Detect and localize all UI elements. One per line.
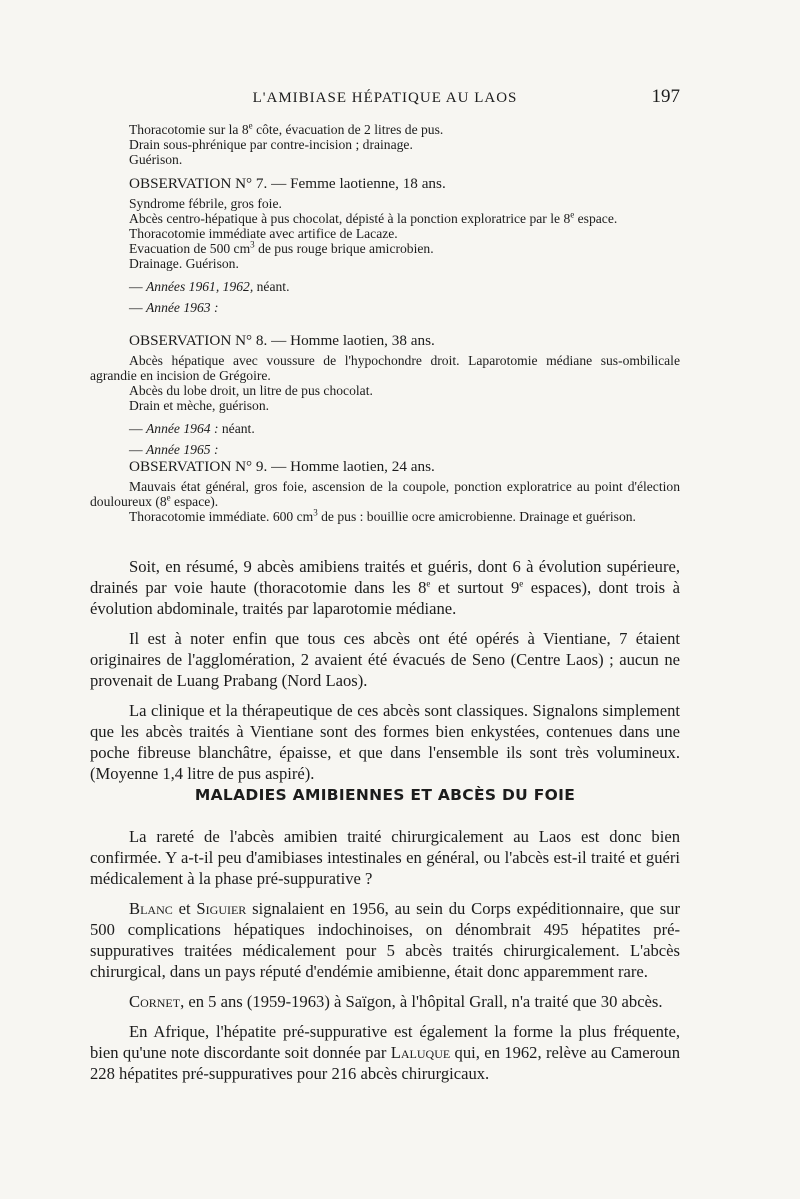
- author-name: Laluque: [390, 1043, 451, 1062]
- summary: [90, 556, 680, 784]
- paragraph: La rareté de l'abcès amibien traité chirurgicalement au Laos est donc bien confirmée. Y a-t-il peu d'amibiases intestinales en général, ou l'abcès est-il traité et guéri médicalement à la phase pré-suppurative ?: [90, 827, 680, 888]
- observation-title: OBSERVATION N° 7. — Femme laotienne, 18 ans.: [129, 175, 446, 192]
- text-line: Abcès centro-hépatique à pus chocolat, dépisté à la ponction exploratrice par le 8e espace.: [129, 209, 618, 226]
- observation-7: [90, 176, 680, 315]
- page-number: 197: [651, 86, 680, 107]
- observation-title: OBSERVATION N° 9. — Homme laotien, 24 ans.: [129, 458, 435, 475]
- paragraph: Cornet, en 5 ans (1959-1963) à Saïgon, à l'hôpital Grall, n'a traité que 30 abcès.: [129, 992, 663, 1011]
- author-name: Cornet: [129, 992, 181, 1011]
- paragraph: En Afrique, l'hépatite pré-suppurative est également la forme la plus fréquente, bien qu'une note discordante soit donnée par Laluque qui, en 1962, relève au Cameroun 228 hépatites pré-suppuratives pour 216 abcès chirurgicaux.: [90, 1022, 680, 1083]
- author-name: Blanc: [129, 899, 173, 918]
- year-line: — Année 1965 :: [129, 442, 219, 457]
- text-line: Abcès hépatique avec voussure de l'hypochondre droit. Laparotomie médiane sus-ombilicale agrandie en incision de Grégoire.: [90, 353, 680, 383]
- text-line: Evacuation de 500 $cm^3$ de pus rouge brique amicrobien.: [129, 239, 434, 256]
- text-line: Mauvais état général, gros foie, ascension de la coupole, ponction exploratrice au point d'élection douloureux (8e espace).: [90, 479, 680, 509]
- text-line: Thoracotomie immédiate avec artifice de Lacaze.: [129, 226, 398, 241]
- year-line: — Années 1961, 1962, néant.: [129, 279, 290, 294]
- text-line: Drain et mèche, guérison.: [129, 398, 270, 413]
- author-name: Siguier: [196, 899, 247, 918]
- text-line: Guérison.: [129, 152, 183, 167]
- observation-title: OBSERVATION N° 8. — Homme laotien, 38 ans.: [129, 332, 435, 349]
- year-line: — Année 1963 :: [129, 300, 219, 315]
- top-block: [90, 122, 680, 167]
- running-head: [90, 86, 680, 110]
- text-line: Thoracotomie sur la 8e côte, évacuation de 2 litres de pus.: [129, 120, 444, 137]
- text-line: Syndrome fébrile, gros foie.: [129, 196, 282, 211]
- text-line: Thoracotomie immédiate. 600 $cm^3$ de pus : bouillie ocre amicrobienne. Drainage et guérison.: [129, 507, 636, 524]
- observation-8: [90, 333, 680, 457]
- observation-9: [90, 459, 680, 524]
- year-line: — Année 1964 : néant.: [129, 421, 255, 436]
- text-line: Drainage. Guérison.: [129, 256, 239, 271]
- section-body: [90, 826, 680, 1084]
- running-title: L'AMIBIASE HÉPATIQUE AU LAOS: [252, 90, 518, 106]
- text-line: Abcès du lobe droit, un litre de pus chocolat.: [129, 383, 373, 398]
- paragraph: Soit, en résumé, 9 abcès amibiens traités et guéris, dont 6 à évolution supérieure, drainés par voie haute (thoracotomie dans les 8e et surtout 9e espaces), dont trois à évolution abdominale, traités par laparotomie médiane.: [90, 557, 681, 618]
- paragraph: Il est à noter enfin que tous ces abcès ont été opérés à Vientiane, 7 étaient originaires de l'agglomération, 2 avaient été évacués de Seno (Centre Laos) ; aucun ne provenait de Luang Prabang (Nord Laos).: [90, 629, 680, 690]
- paragraph: Blanc et Siguier signalaient en 1956, au sein du Corps expéditionnaire, que sur 500 complications hépatiques indochinoises, on dénombrait 495 hépatites pré-suppuratives traitées médicalement pour 5 abcès traités chirurgicalement. L'abcès chirurgical, dans un pays réputé d'endémie amibienne, était donc apparemment rare.: [90, 899, 680, 981]
- text-line: Drain sous-phrénique par contre-incision ; drainage.: [129, 137, 413, 152]
- paragraph: La clinique et la thérapeutique de ces abcès sont classiques. Signalons simplement que les abcès traités à Vientiane sont des formes bien enkystées, contenues dans une poche fibreuse blanchâtre, épaisse, et que dans l'ensemble ils sont très volumineux. (Moyenne 1,4 litre de pus aspiré).: [90, 701, 680, 783]
- section-heading: MALADIES AMIBIENNES ET ABCÈS DU FOIE: [194, 786, 576, 804]
